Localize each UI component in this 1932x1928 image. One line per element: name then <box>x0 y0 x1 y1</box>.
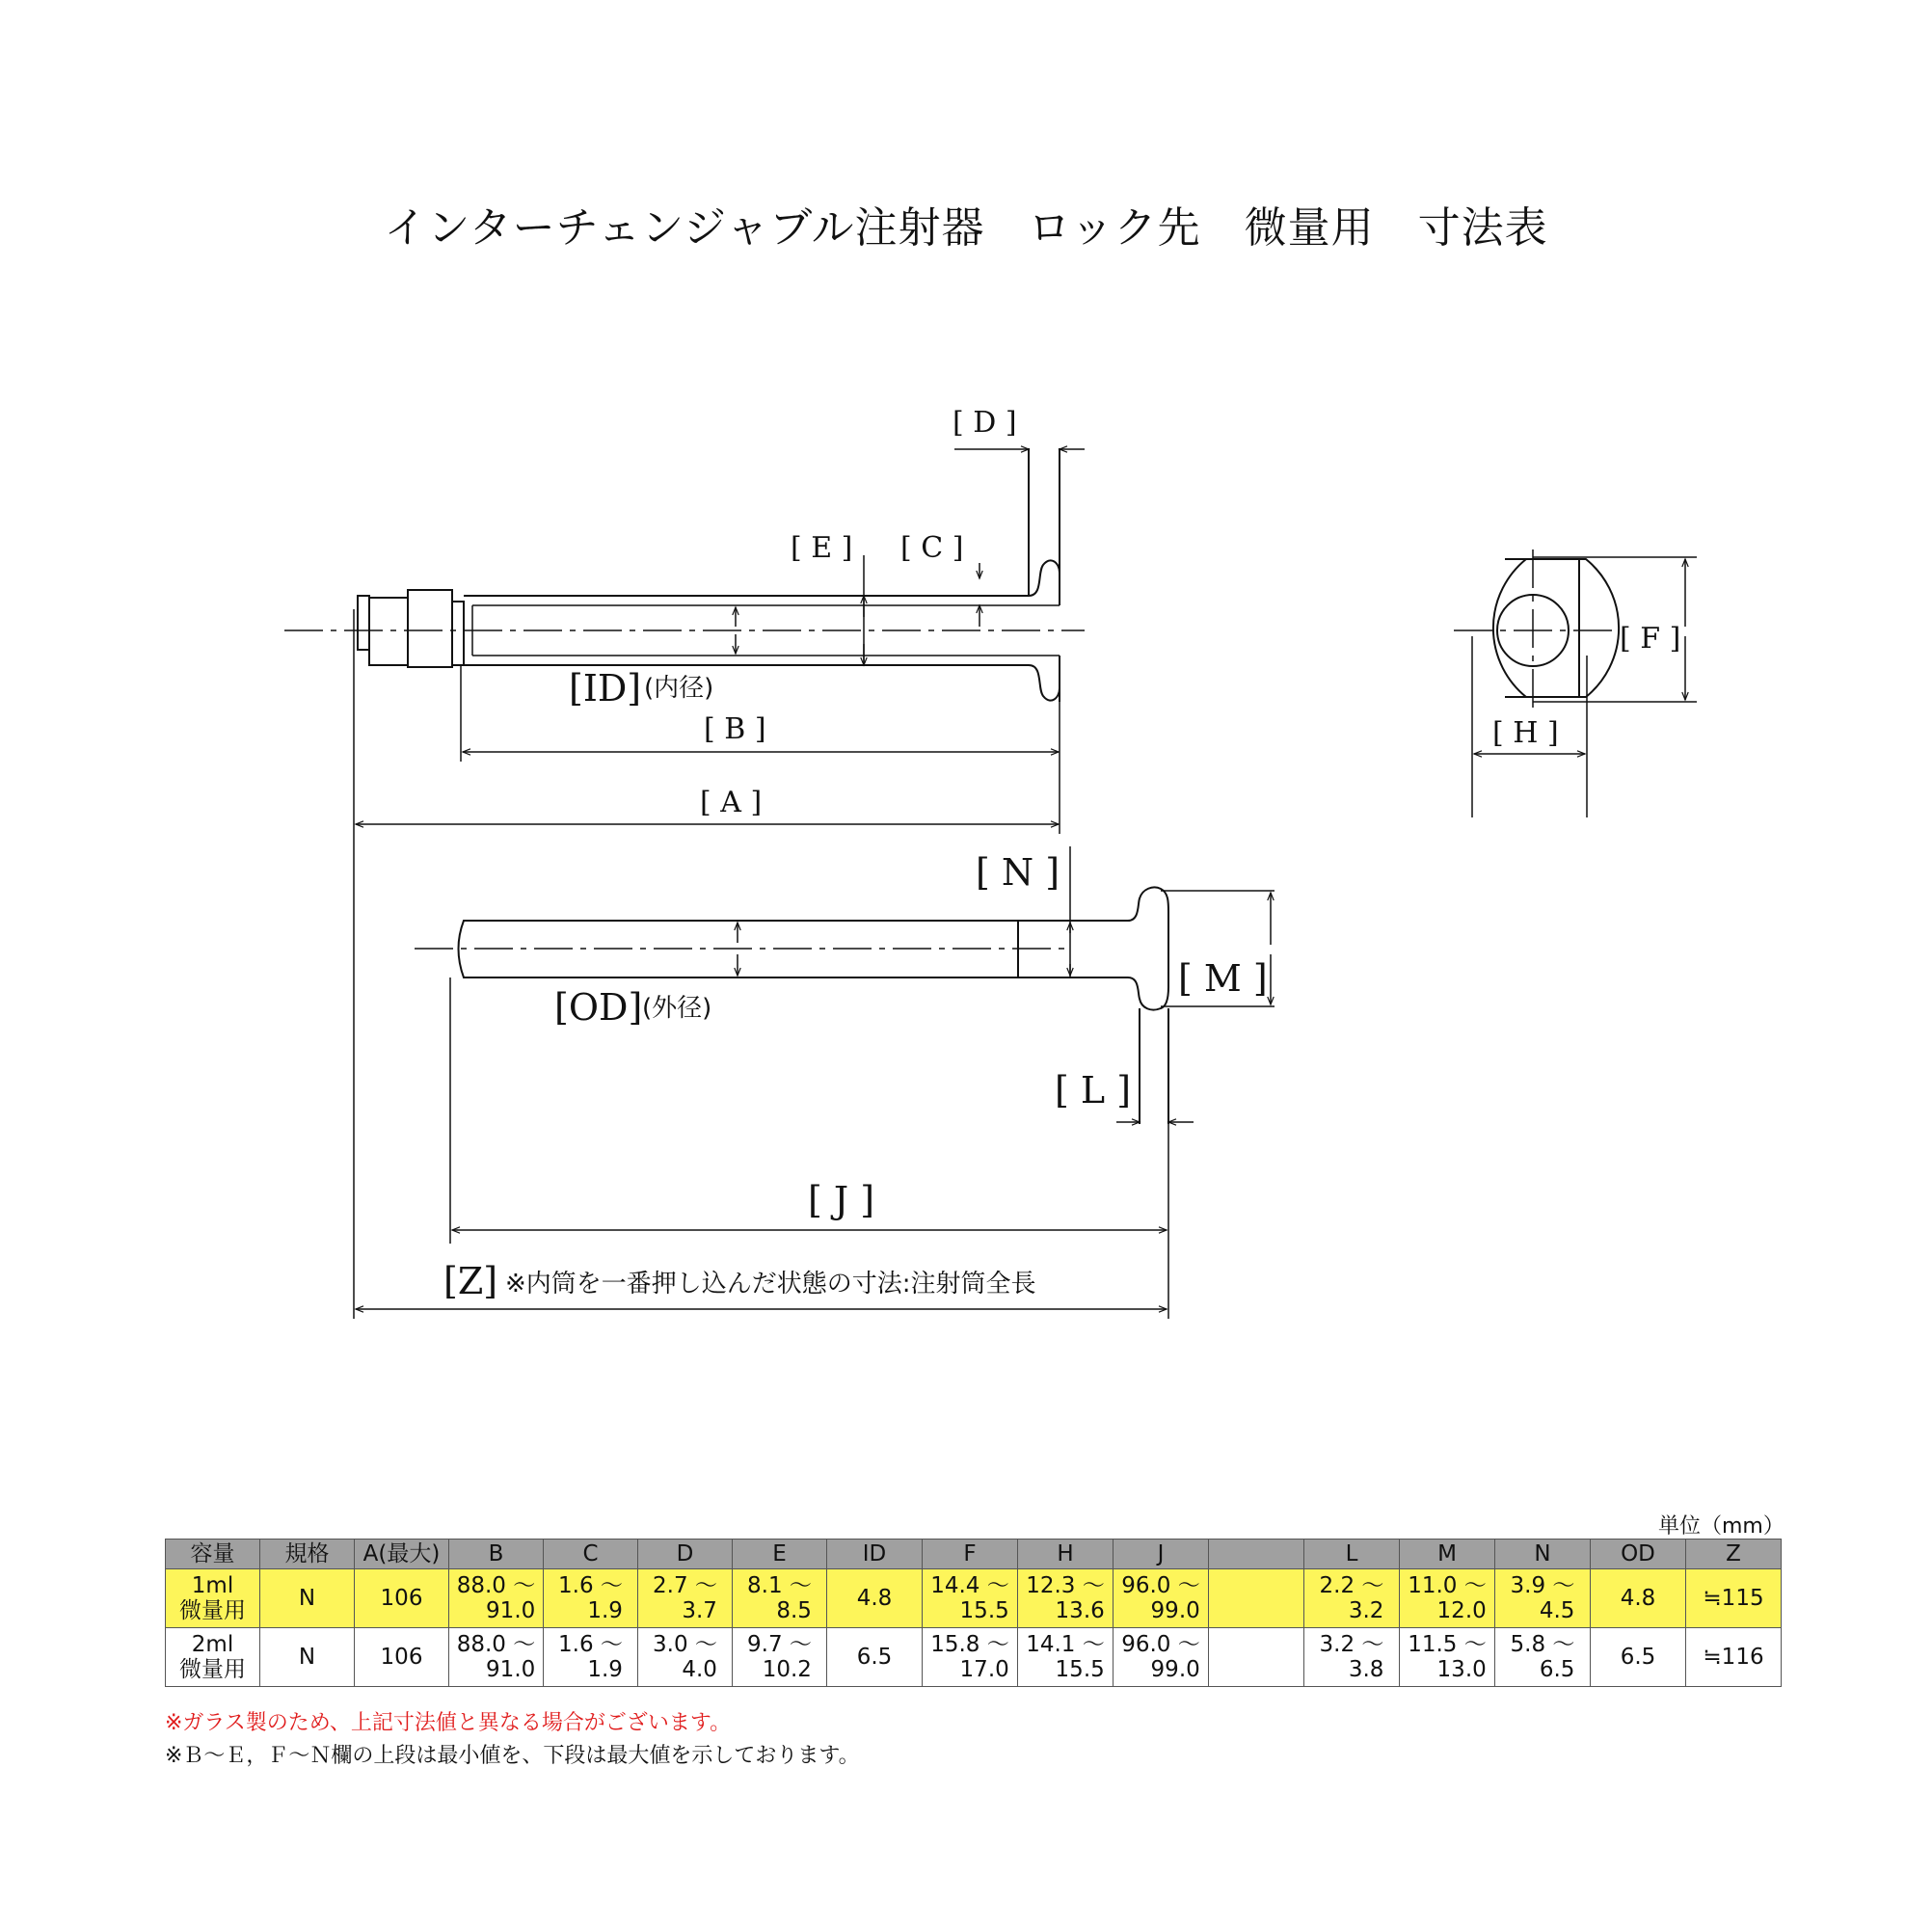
label-od: [OD] <box>554 986 643 1029</box>
cell-value-upper: 2ml <box>191 1632 234 1657</box>
cell-value-lower: 3.8 <box>1348 1657 1384 1682</box>
cell-value: 4.8 <box>1620 1586 1656 1611</box>
col-id: ID <box>827 1540 923 1569</box>
dimension-id <box>569 607 736 710</box>
table-cell <box>1400 1628 1495 1687</box>
cell-value-upper: 3.2 ～ <box>1319 1632 1384 1657</box>
col-od: OD <box>1591 1540 1686 1569</box>
cell-value-upper: 1ml <box>191 1573 234 1598</box>
unit-note: 単位（mm） <box>1658 1514 1784 1539</box>
table-cell <box>1495 1569 1591 1628</box>
col-z: Z <box>1686 1540 1782 1569</box>
dimension-c <box>900 531 979 627</box>
label-e: [ E ] <box>791 531 853 565</box>
cell-value: 4.8 <box>856 1586 893 1611</box>
cell-value-lower: 99.0 <box>1150 1657 1200 1682</box>
dimension-n <box>976 846 1070 977</box>
note-min-max: ※Ｂ～Ｅ，Ｆ～Ｎ欄の上段は最小値を、下段は最大値を示しております。 <box>165 1744 860 1768</box>
cell-value-upper: 15.8 ～ <box>930 1632 1009 1657</box>
dimension-h <box>1472 636 1587 817</box>
col-c: C <box>544 1540 638 1569</box>
col-e: E <box>733 1540 827 1569</box>
col-spec: 規格 <box>260 1540 355 1569</box>
cell-value-lower: 微量用 <box>179 1657 246 1682</box>
cell-value-lower: 13.0 <box>1436 1657 1487 1682</box>
table-body <box>166 1569 1782 1687</box>
table-cell <box>166 1569 260 1628</box>
col-d: D <box>638 1540 733 1569</box>
col-capacity: 容量 <box>166 1540 260 1569</box>
note-glass-warning: ※ガラス製のため、上記寸法値と異なる場合がございます。 <box>165 1711 732 1735</box>
table-cell <box>1400 1569 1495 1628</box>
cell-value-upper: 2.2 ～ <box>1319 1573 1384 1598</box>
table-cell <box>1495 1628 1591 1687</box>
cell-value-upper: 96.0 ～ <box>1121 1632 1200 1657</box>
table-cell <box>1018 1569 1114 1628</box>
label-m: [ M ] <box>1178 957 1268 1000</box>
cell-value-lower: 8.5 <box>776 1598 812 1623</box>
label-z: [Z] <box>443 1260 498 1302</box>
cell-value-lower: 15.5 <box>959 1598 1009 1623</box>
dimension-z <box>356 1260 1167 1309</box>
table-cell <box>733 1628 827 1687</box>
label-h: [ H ] <box>1492 716 1559 750</box>
cell-value-lower: 3.7 <box>682 1598 717 1623</box>
table-cell <box>827 1628 923 1687</box>
dimension-f <box>1533 557 1697 702</box>
table-cell <box>827 1569 923 1628</box>
cell-value-upper: 11.0 ～ <box>1408 1573 1487 1598</box>
cell-value-upper: 2.7 ～ <box>653 1573 717 1598</box>
cell-value-lower: 10.2 <box>762 1657 812 1682</box>
table-cell <box>638 1569 733 1628</box>
label-od-note: (外径) <box>642 994 712 1023</box>
cell-value-lower: 17.0 <box>959 1657 1009 1682</box>
table-cell <box>733 1569 827 1628</box>
dimension-j <box>450 977 1168 1319</box>
col-blank <box>1209 1540 1304 1569</box>
cell-value-upper: 96.0 ～ <box>1121 1573 1200 1598</box>
table-cell <box>1304 1628 1400 1687</box>
cell-value-upper: 3.9 ～ <box>1510 1573 1575 1598</box>
col-f: F <box>923 1540 1018 1569</box>
table-cell <box>1114 1628 1209 1687</box>
cell-value-upper: 8.1 ～ <box>747 1573 812 1598</box>
col-n: N <box>1495 1540 1591 1569</box>
dimension-m <box>1161 891 1275 1006</box>
table-cell <box>1591 1569 1686 1628</box>
col-m: M <box>1400 1540 1495 1569</box>
table-cell <box>923 1569 1018 1628</box>
cell-value: ≒116 <box>1703 1645 1764 1670</box>
cell-value-upper: 9.7 ～ <box>747 1632 812 1657</box>
cell-value-upper: 12.3 ～ <box>1026 1573 1105 1598</box>
cell-value-lower: 4.0 <box>682 1657 717 1682</box>
table-row <box>166 1628 1782 1687</box>
cell-value: 6.5 <box>856 1645 893 1670</box>
cell-value-upper: 1.6 ～ <box>558 1632 623 1657</box>
col-j: J <box>1114 1540 1209 1569</box>
table-cell <box>1686 1569 1782 1628</box>
cell-value-lower: 12.0 <box>1436 1598 1487 1623</box>
col-h: H <box>1018 1540 1114 1569</box>
label-j: [ J ] <box>808 1179 875 1221</box>
cell-value-lower: 91.0 <box>486 1598 536 1623</box>
page-title: インターチェンジャブル注射器 ロック先 微量用 寸法表 <box>384 203 1548 253</box>
table-cell <box>1304 1569 1400 1628</box>
cell-value-lower: 99.0 <box>1150 1598 1200 1623</box>
dimension-table <box>165 1539 1782 1687</box>
cell-value-lower: 6.5 <box>1539 1657 1575 1682</box>
label-z-note: ※内筒を一番押し込んだ状態の寸法:注射筒全長 <box>505 1270 1036 1299</box>
cell-value-lower: 微量用 <box>179 1598 246 1623</box>
table-cell <box>355 1569 449 1628</box>
col-b: B <box>449 1540 544 1569</box>
cell-value-upper: 3.0 ～ <box>653 1632 717 1657</box>
table-cell <box>544 1569 638 1628</box>
label-a: [ A ] <box>700 786 763 819</box>
table-cell <box>449 1569 544 1628</box>
label-c: [ C ] <box>900 531 964 565</box>
table-cell <box>355 1628 449 1687</box>
cell-value: N <box>298 1645 316 1670</box>
outer-barrel <box>284 448 1085 702</box>
label-id: [ID] <box>569 667 642 710</box>
table-cell <box>260 1569 355 1628</box>
col-l: L <box>1304 1540 1400 1569</box>
table-cell <box>638 1628 733 1687</box>
cell-value: 106 <box>380 1586 423 1611</box>
cell-value-lower: 91.0 <box>486 1657 536 1682</box>
table-cell <box>166 1628 260 1687</box>
table-cell <box>1591 1628 1686 1687</box>
cell-value: N <box>298 1586 316 1611</box>
label-f: [ F ] <box>1620 622 1681 656</box>
cell-value-upper: 1.6 ～ <box>558 1573 623 1598</box>
cell-value-upper: 14.4 ～ <box>930 1573 1009 1598</box>
cell-value-lower: 4.5 <box>1539 1598 1575 1623</box>
table-header-row <box>166 1540 1782 1569</box>
dimension-d <box>953 406 1085 449</box>
cell-value-lower: 3.2 <box>1348 1598 1384 1623</box>
table-cell <box>1209 1569 1304 1628</box>
label-d: [ D ] <box>953 406 1017 440</box>
label-b: [ B ] <box>704 712 766 746</box>
label-n: [ N ] <box>976 851 1060 894</box>
table-cell <box>260 1628 355 1687</box>
table-cell <box>1686 1628 1782 1687</box>
table-cell <box>923 1628 1018 1687</box>
cell-value-lower: 15.5 <box>1055 1657 1105 1682</box>
table-cell <box>544 1628 638 1687</box>
cell-value-lower: 1.9 <box>587 1598 623 1623</box>
cell-value: 6.5 <box>1620 1645 1656 1670</box>
cell-value-upper: 88.0 ～ <box>456 1573 536 1598</box>
table-cell <box>1018 1628 1114 1687</box>
flange-end-view <box>1454 549 1619 711</box>
dimension-e <box>791 531 864 665</box>
table-row <box>166 1569 1782 1628</box>
table-cell <box>449 1628 544 1687</box>
cell-value-upper: 14.1 ～ <box>1026 1632 1105 1657</box>
label-l: [ L ] <box>1055 1069 1132 1111</box>
table-cell <box>1209 1628 1304 1687</box>
cell-value-upper: 5.8 ～ <box>1510 1632 1575 1657</box>
label-id-note: (内径) <box>644 674 714 703</box>
dimension-od <box>554 923 738 1029</box>
col-a: A(最大) <box>355 1540 449 1569</box>
cell-value-lower: 1.9 <box>587 1657 623 1682</box>
cell-value-lower: 13.6 <box>1055 1598 1105 1623</box>
cell-value-upper: 88.0 ～ <box>456 1632 536 1657</box>
cell-value-upper: 11.5 ～ <box>1408 1632 1487 1657</box>
cell-value: ≒115 <box>1703 1586 1764 1611</box>
table-cell <box>1114 1569 1209 1628</box>
dimension-l <box>1055 1069 1194 1122</box>
cell-value: 106 <box>380 1645 423 1670</box>
